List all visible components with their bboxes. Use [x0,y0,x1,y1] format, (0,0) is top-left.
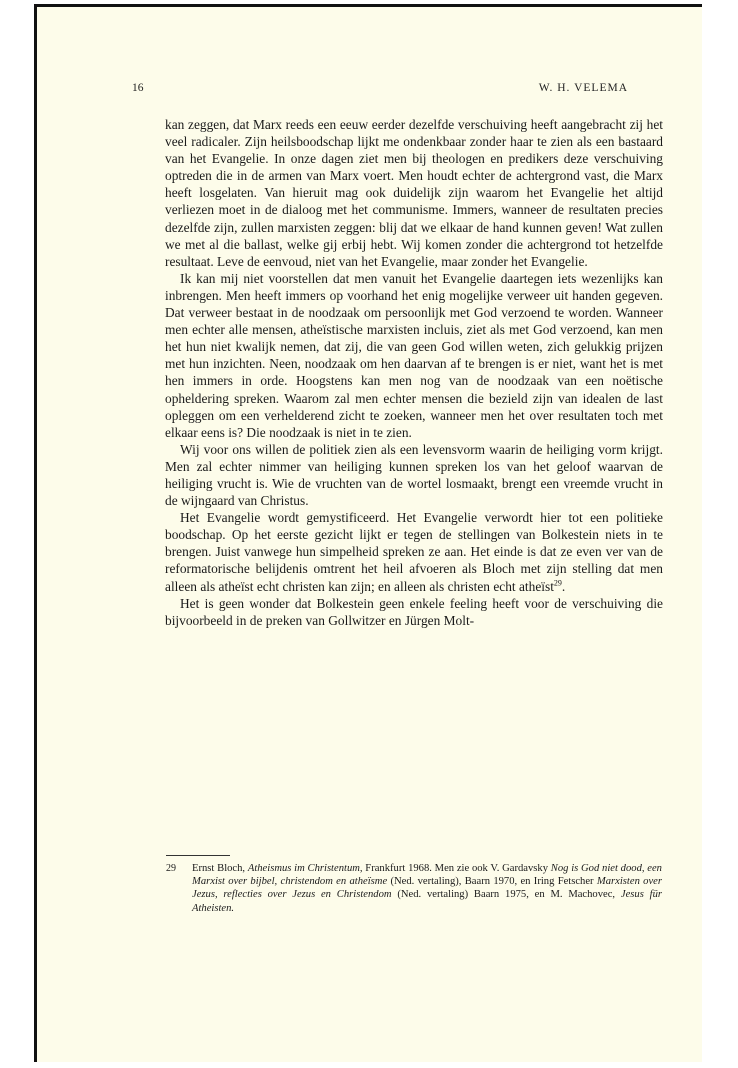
footnote-text-3: (Ned. vertaling), Baarn 1970, en Iring Fetscher [387,876,597,888]
footnote-title-2: Nog is God niet dood, een Marxist over bijbel, christendom en atheïsme [192,863,662,888]
footnote-title-4: Jesus für Atheisten. [192,889,662,914]
paragraph-4-text: Het Evangelie wordt gemystificeerd. Het Evangelie verwordt hier tot een politieke boodschap. Op het eerste gezicht lijkt er tegen de stellingen van Bolkestein niets in te brengen. Juist vanwege hun simpelheid spreken ze aan. Het einde is dat ze even ver van de reformatorische belijdenis omtrent het heil afvoeren als Bloch met zijn stelling dat men alleen als atheïst echt christen kan zijn; en alleen als christen echt atheïst [165,510,663,594]
footnote-text [192,862,662,915]
footnote-reference: 29 [553,578,562,588]
footnote [166,862,662,915]
footnote-title-3: Marxisten over Jezus, reflecties over Jezus en Christendom [192,876,662,901]
running-head-author: W. H. VELEMA [538,82,628,94]
paragraph-3: Wij voor ons willen de politiek zien als een levensvorm waarin de heiliging vorm krijgt. Men zal echter nimmer van heiliging kunnen spreken los van het geloof waarvan de heiliging vrucht is. Wie de vruchten van de wortel losmaakt, brengt een vreemde vrucht in de wijngaard van Christus. [165,441,663,509]
body-text [165,116,663,629]
footnote-divider [166,855,230,856]
footnote-title-1: Atheismus im Christentum, [247,863,363,874]
paragraph-1: kan zeggen, dat Marx reeds een eeuw eerder dezelfde verschuiving heeft aangebracht zij het veel radicaler. Zijn heilsboodschap lijkt me ondenkbaar zonder haar te zien als een bastaard van het Evangelie. In onze dagen ziet men bij theologen en predikers deze verschuiving optreden die in de armen van Marx voert. Men houdt echter de achtergrond vast, die Marx heeft losgelaten. Van hieruit mag ook duidelijk zijn waarom het Evangelie het altijd verliezen moet in de dialoog met het communisme. Immers, wanneer de resultaten precies dezelfde zijn, zullen marxisten zeggen: blij dat we elkaar de hand kunnen geven! Wat zullen we met al die ballast, welke gij erbij hebt. Wij komen zonder die achtergrond tot hetzelfde resultaat. Leve de eenvoud, niet van het Evangelie, maar zonder het Evangelie. [165,117,663,269]
paragraph-2: Ik kan mij niet voorstellen dat men vanuit het Evangelie daartegen iets wezenlijks kan inbrengen. Men heeft immers op voorhand het enig mogelijke verweer uit handen gegeven. Dat verweer bestaat in de noodzaak om persoonlijk met God verzoend te worden. Wanneer men echter alle mensen, atheïstische marxisten incluis, ziet als met God verzoend, kan men het hun niet kwalijk nemen, dat zij, die van geen God willen weten, zich gelukkig prijzen met hun inzichten. Neen, noodzaak om hen daarvan af te brengen is er niet, want het is met hen immers in orde. Hoogstens kan men nog van de noodzaak van een noëtische opheldering spreken. Waarom zal men echter mensen die bezield zijn van idealen de last opleggen om een verhelderend zicht te zoeken, wanneer men het over resultaten toch met elkaar eens is? Die noodzaak is niet in te zien. [165,270,663,440]
paragraph-5: Het is geen wonder dat Bolkestein geen enkele feeling heeft voor de verschuiving die bijvoorbeeld in de preken van Gollwitzer en Jürgen Molt- [165,595,663,628]
footnote-text-1: Ernst Bloch, [192,863,248,874]
footnote-text-2: Frankfurt 1968. Men zie ook V. Gardavsky [362,863,551,874]
page-number: 16 [132,82,144,94]
footnote-number: 29 [166,863,176,874]
footnote-text-4: (Ned. vertaling) Baarn 1975, en M. Machovec, [391,889,621,901]
paragraph-4: Het Evangelie wordt gemystificeerd. Het Evangelie verwordt hier tot een politieke boodschap. Op het eerste gezicht lijkt er tegen de stellingen van Bolkestein niets in te brengen. Juist vanwege hun simpelheid spreken ze aan. Het einde is dat ze even ver van de reformatorische belijdenis omtrent het heil afvoeren als Bloch met zijn stelling dat men alleen als atheïst echt christen kan zijn; en alleen als christen echt atheïst$^{29}$. [165,510,663,594]
